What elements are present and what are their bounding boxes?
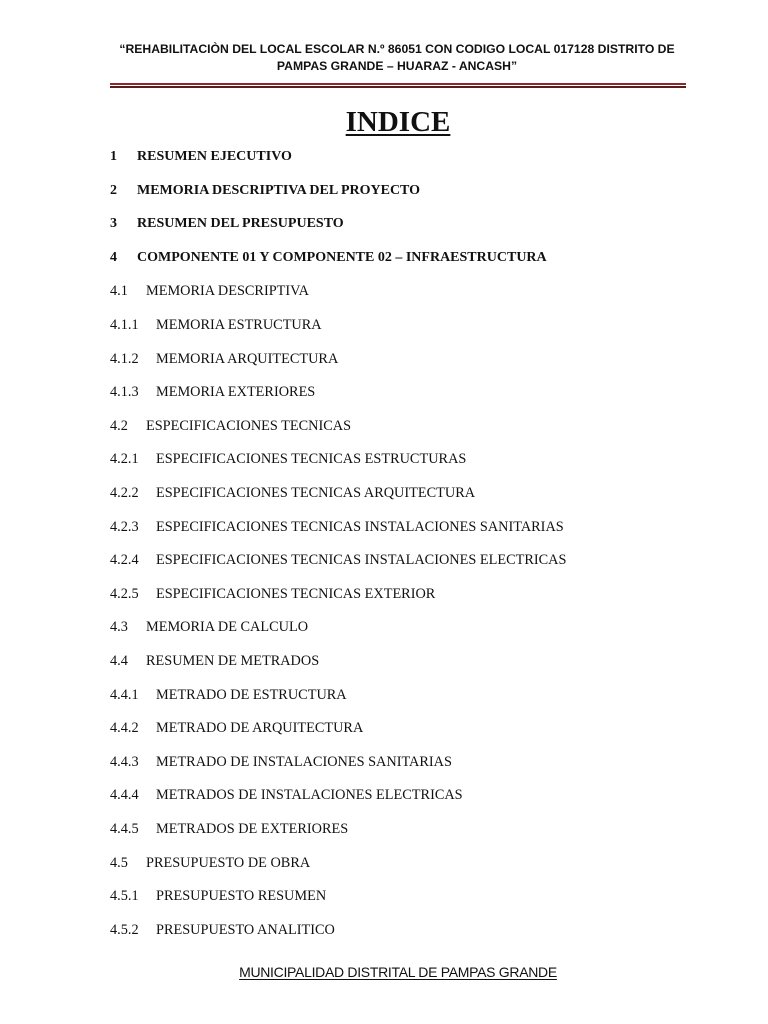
toc-entry-number: 4.4.2	[110, 720, 139, 737]
toc-entry-number: 4.1.3	[110, 384, 139, 401]
toc-entry-number: 4.2.4	[110, 552, 139, 569]
toc-entry-number: 4.2.2	[110, 485, 139, 501]
toc-entry	[110, 585, 435, 603]
toc-entry-number: 4.4.3	[110, 753, 139, 770]
toc-entry	[110, 182, 420, 200]
toc-entry	[110, 383, 315, 401]
toc-entry-number: 4.2	[110, 417, 128, 434]
toc-entry-label: MEMORIA DE CALCULO	[146, 619, 309, 636]
toc-entry	[110, 148, 292, 166]
toc-entry	[110, 820, 348, 838]
header-divider-line-top	[110, 83, 686, 85]
toc-entry-number: 4.1.1	[110, 317, 139, 333]
toc-entry-number: 4	[110, 249, 117, 265]
toc-entry-label: PRESUPUESTO DE OBRA	[146, 854, 311, 871]
toc-entry	[110, 249, 547, 267]
toc-entry	[110, 316, 322, 334]
toc-entry	[110, 551, 566, 569]
header-line-1: “REHABILITACIÒN DEL LOCAL ESCOLAR N.º 86051 CON CODIGO LOCAL 017128 DISTRITO DE	[119, 42, 675, 56]
toc-entry-label: ESPECIFICACIONES TECNICAS INSTALACIONES ELECTRICAS	[156, 552, 567, 569]
toc-entry	[110, 719, 363, 737]
toc-entry-number: 1	[110, 149, 117, 164]
toc-entry-number: 4.1	[110, 283, 128, 300]
toc-entry-label: MEMORIA ARQUITECTURA	[156, 350, 339, 367]
header-divider-line-bottom	[110, 86, 686, 88]
toc-entry	[110, 518, 564, 536]
toc-entry-label: MEMORIA DESCRIPTIVA DEL PROYECTO	[137, 182, 421, 198]
toc-entry	[110, 786, 463, 804]
toc-entry-label: PRESUPUESTO RESUMEN	[156, 888, 327, 905]
toc-entry	[110, 417, 351, 435]
toc-entry-label: MEMORIA DESCRIPTIVA	[146, 283, 309, 300]
toc-entry-label: RESUMEN DE METRADOS	[146, 653, 320, 669]
toc-entry-label: ESPECIFICACIONES TECNICAS ESTRUCTURAS	[156, 451, 467, 468]
toc-entry	[110, 854, 310, 872]
toc-entry-number: 4.2.5	[110, 585, 139, 602]
toc-entry	[110, 282, 309, 300]
toc-entry-number: 4.5	[110, 854, 128, 871]
toc-entry	[110, 921, 335, 939]
toc-entry-label: ESPECIFICACIONES TECNICAS INSTALACIONES SANITARIAS	[156, 518, 564, 535]
toc-entry-number: 4.2.1	[110, 451, 139, 468]
toc-entry	[110, 450, 466, 468]
toc-entry-label: METRADO DE ESTRUCTURA	[156, 686, 347, 703]
toc-entry-number: 2	[110, 182, 117, 198]
toc-entry-label: MEMORIA ESTRUCTURA	[156, 317, 322, 333]
toc-entry-number: 3	[110, 216, 117, 232]
toc-entry	[110, 618, 308, 636]
toc-entry-number: 4.4.4	[110, 787, 139, 804]
toc-entry-number: 4.3	[110, 619, 128, 636]
toc-entry	[110, 215, 344, 233]
toc-entry-label: ESPECIFICACIONES TECNICAS ARQUITECTURA	[156, 485, 476, 501]
page-title: INDICE	[345, 106, 451, 138]
toc-entry-label: MEMORIA EXTERIORES	[156, 384, 316, 401]
header-divider	[110, 83, 686, 89]
toc-entry-label: METRADOS DE EXTERIORES	[156, 821, 349, 837]
toc-entry	[110, 753, 452, 771]
header-line-2: PAMPAS GRANDE – HUARAZ - ANCASH”	[276, 59, 518, 73]
toc-entry-number: 4.4.5	[110, 821, 139, 837]
toc-entry	[110, 887, 326, 905]
document-header	[110, 41, 684, 75]
document-footer: MUNICIPALIDAD DISTRITAL DE PAMPAS GRANDE	[239, 964, 557, 980]
toc-entry	[110, 350, 338, 368]
toc-entry-label: PRESUPUESTO ANALITICO	[156, 921, 335, 938]
toc-entry	[110, 484, 475, 502]
toc-entry-label: COMPONENTE 01 Y COMPONENTE 02 – INFRAESTRUCTURA	[137, 249, 547, 265]
toc-entry-number: 4.5.2	[110, 921, 139, 938]
toc-entry-label: RESUMEN EJECUTIVO	[137, 149, 292, 164]
toc-entry-label: METRADO DE ARQUITECTURA	[156, 720, 364, 737]
toc-entry-number: 4.4.1	[110, 686, 139, 703]
toc-entry-number: 4.4	[110, 653, 128, 669]
toc-entry-label: ESPECIFICACIONES TECNICAS EXTERIOR	[156, 585, 436, 602]
toc-entry-label: METRADOS DE INSTALACIONES ELECTRICAS	[156, 787, 463, 804]
toc-entry-number: 4.5.1	[110, 888, 139, 905]
toc-entry-label: ESPECIFICACIONES TECNICAS	[146, 417, 352, 434]
toc-entry-number: 4.2.3	[110, 518, 139, 535]
toc-entry-label: RESUMEN DEL PRESUPUESTO	[137, 216, 344, 232]
toc-entry-label: METRADO DE INSTALACIONES SANITARIAS	[156, 753, 452, 770]
toc-entry	[110, 686, 347, 704]
toc-entry	[110, 652, 319, 670]
toc-entry-number: 4.1.2	[110, 350, 139, 367]
